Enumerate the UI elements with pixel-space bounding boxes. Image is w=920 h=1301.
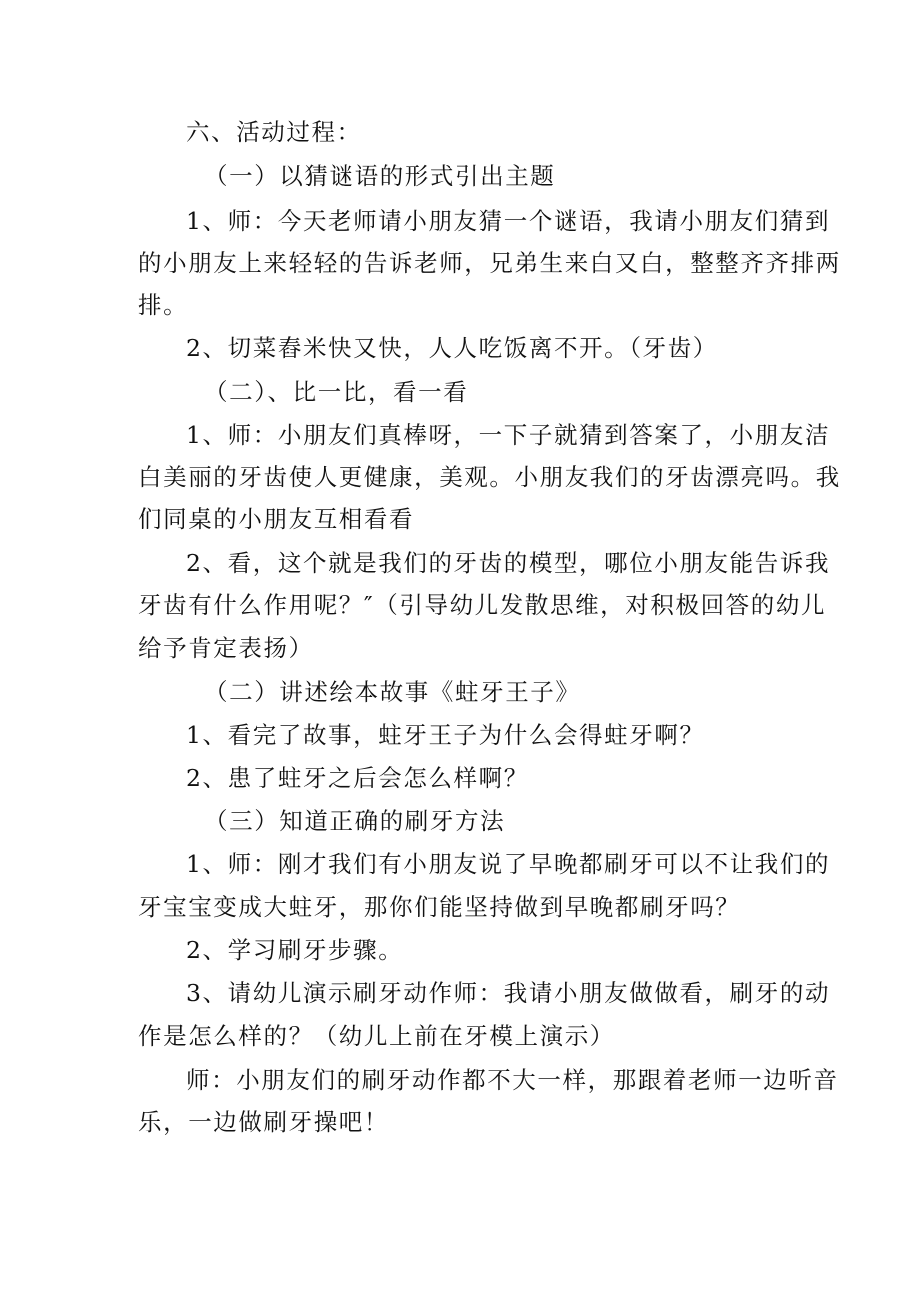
- paragraph-line: 白美丽的牙齿使人更健康，美观。小朋友我们的牙齿漂亮吗。我: [138, 463, 841, 491]
- paragraph-line: 1、师：刚才我们有小朋友说了早晚都刷牙可以不让我们的: [186, 850, 831, 878]
- paragraph-line: 牙齿有什么作用呢？″（引导幼儿发散思维，对积极回答的幼儿: [138, 591, 827, 619]
- paragraph-line: 2、看，这个就是我们的牙齿的模型，哪位小朋友能告诉我: [186, 549, 831, 577]
- subsection-heading: （三）知道正确的刷牙方法: [204, 807, 506, 835]
- paragraph-line: 乐，一边做刷牙操吧！: [138, 1108, 389, 1136]
- paragraph-line: 们同桌的小朋友互相看看: [138, 505, 415, 533]
- subsection-heading: （一）以猜谜语的形式引出主题: [204, 162, 556, 190]
- paragraph-line: 的小朋友上来轻轻的告诉老师，兄弟生来白又白，整整齐齐排两: [138, 249, 841, 277]
- section-heading: 六、活动过程：: [186, 118, 362, 146]
- paragraph-line: 2、学习刷牙步骤。: [186, 936, 404, 964]
- paragraph-line: 作是怎么样的？（幼儿上前在牙模上演示）: [138, 1022, 615, 1050]
- paragraph-line: 师：小朋友们的刷牙动作都不大一样，那跟着老师一边听音: [186, 1066, 839, 1094]
- paragraph-line: 3、请幼儿演示刷牙动作师：我请小朋友做做看，刷牙的动: [186, 979, 831, 1007]
- paragraph-line: 1、师：小朋友们真棒呀，一下子就猜到答案了，小朋友洁: [186, 421, 831, 449]
- paragraph-line: 2、患了蛀牙之后会怎么样啊？: [186, 764, 529, 792]
- paragraph-line: 1、看完了故事，蛀牙王子为什么会得蛀牙啊？: [186, 721, 705, 749]
- paragraph-line: 牙宝宝变成大蛀牙，那你们能坚持做到早晚都刷牙吗？: [138, 893, 741, 921]
- paragraph-line: 1、师：今天老师请小朋友猜一个谜语，我请小朋友们猜到: [186, 207, 831, 235]
- subsection-heading: （二）讲述绘本故事《蛀牙王子》: [204, 678, 581, 706]
- paragraph-line: 2、切菜舂米快又快，人人吃饭离不开。（牙齿）: [186, 334, 718, 362]
- subsection-heading: （二）、比一比，看一看: [204, 378, 469, 406]
- paragraph-line: 排。: [138, 291, 189, 319]
- paragraph-line: 给予肯定表扬）: [138, 634, 314, 662]
